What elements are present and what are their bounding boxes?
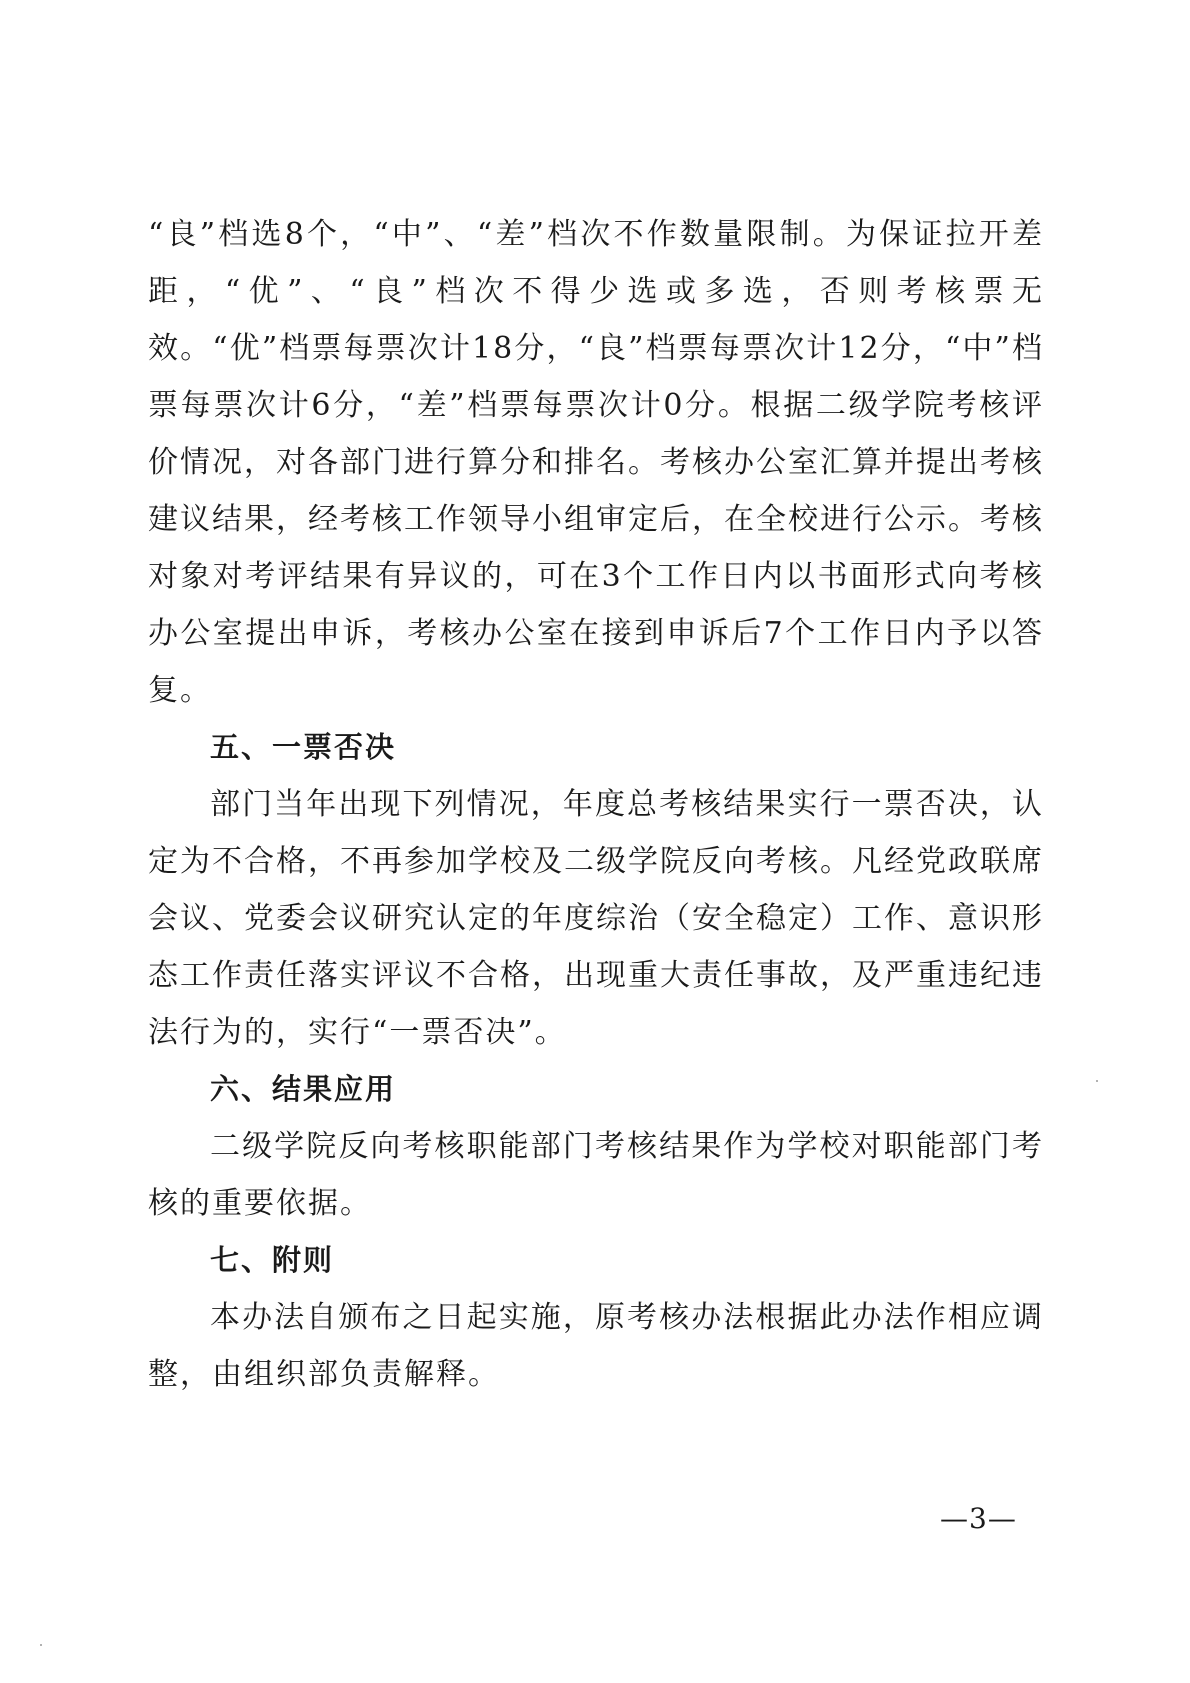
scan-speck [1096,1080,1098,1082]
section-paragraph-supplementary: 本办法自颁布之日起实施，原考核办法根据此办法作相应调整，由组织部负责解释。 [148,1300,1044,1392]
section-heading-result-application: 六、结果应用 [210,1072,397,1106]
section-heading-supplementary: 七、附则 [210,1243,335,1277]
page-number: —3— [940,1502,1017,1535]
document-body [148,206,1044,1403]
section-paragraph-result-application: 二级学院反向考核职能部门考核结果作为学校对职能部门考核的重要依据。 [148,1129,1044,1221]
section-paragraph-veto: 部门当年出现下列情况，年度总考核结果实行一票否决，认定为不合格，不再参加学校及二级学院反向考核。凡经党政联席会议、党委会议研究认定的年度综治（安全稳定）工作、意识形态工作责任落实评议不合格，出现重大责任事故，及严重违纪违法行为的，实行“一票否决”。 [148,787,1044,1050]
scan-speck [40,1644,42,1646]
section-heading-veto: 五、一票否决 [210,730,397,764]
continuation-paragraph: “良”档选8个，“中”、“差”档次不作数量限制。为保证拉开差距，“优”、“良”档次不得少选或多选，否则考核票无效。“优”档票每票次计18分，“良”档票每票次计12分，“中”档票每票次计6分，“差”档票每票次计0分。根据二级学院考核评价情况，对各部门进行算分和排名。考核办公室汇算并提出考核建议结果，经考核工作领导小组审定后，在全校进行公示。考核对象对考评结果有异议的，可在3个工作日内以书面形式向考核办公室提出申诉，考核办公室在接到申诉后7个工作日内予以答复。 [148,217,1044,708]
